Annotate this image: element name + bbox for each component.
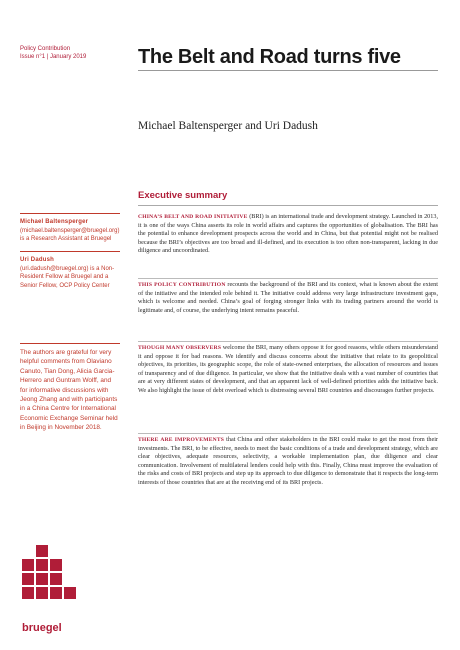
authors-line: Michael Baltensperger and Uri Dadush [138,120,318,132]
sidebar-author2 [20,256,120,290]
bruegel-logo-icon [22,545,82,615]
paragraph-lead: THOUGH MANY OBSERVERS [138,345,222,351]
paragraph-text: (BRI) is an international trade and development strategy. Launched in 2013, it is one of the ways China asserts its role in world affairs and captures the opportunities of globalisation. The BRI has the potential to enhance development prospects across the world and in China, but that potential might not be realised because the BRI’s objectives are too broad and ill-defined, and its execution is too often non-transparent, lacking in due diligence and uncoordinated. [138,213,438,255]
paragraph-text: recounts the background of the BRI and its context, what is known about the extent of the initiative and the intended role behind it. The initiative could address very large infrastructure investment gaps, which is welcome and needed. China’s goal of forging stronger links with its trading partners around the world is legitimate and, of course, the underlying intent remains peaceful. [138,281,438,314]
paragraph-text: that China and other stakeholders in the BRI could make to get the most from their investments. The BRI, to be effective, needs to meet the basic conditions of a trade and development strategy, which are clear objectives, adequate resources, selectivity, a workable implementation plan, due diligence and clear communication. Involvement of multilateral lenders could help with this. Finally, China must improve the evaluation of the risks and costs of BRI projects and step up its approach to due diligence to demonstrate that it respects the long-term interests of those countries that are at the receiving end of its BRI projects. [138,436,438,486]
author1-name: Michael Baltensperger [20,219,89,225]
executive-summary-heading: Executive summary [138,190,228,201]
author1-bio: (michael.baltensperger@bruegel.org) is a Research Assistant at Bruegel [20,227,120,242]
paragraph-rule [138,341,438,342]
sidebar-rule [20,343,120,344]
page-title: The Belt and Road turns five [138,46,401,68]
paragraph-rule [138,433,438,434]
author2-name: Uri Dadush [20,257,55,263]
sidebar-rule [20,213,120,214]
paragraph-rule [138,278,438,279]
logo-text: bruegel [22,622,62,634]
heading-rule [138,205,438,206]
paragraph-lead: THIS POLICY CONTRIBUTION [138,282,226,288]
title-rule [138,70,438,71]
summary-paragraph [138,436,438,488]
sidebar-rule [20,251,120,252]
paragraph-lead: THERE ARE IMPROVEMENTS [138,437,225,443]
issue-label: Issue n°1 | January 2019 [20,54,87,60]
summary-paragraph [138,344,438,396]
author2-bio: (uri.dadush@bruegel.org) is a Non-Resident Fellow at Bruegel and a Senior Fellow, OCP Policy Center [20,265,115,289]
issue-info [20,45,115,61]
sidebar-thanks: The authors are grateful for very helpful comments from Olaviano Canuto, Tian Dong, Alicia Garcia-Herrero and Guntram Wolff, and for informative discussions with Jeong Zhang and with participants in a China Centre for International Economic Exchange Seminar held in Beijing in November 2018. [20,349,118,432]
paragraph-lead: CHINA’S BELT AND ROAD INITIATIVE [138,214,248,220]
paragraph-text: welcome the BRI, many others oppose it for good reasons, while others misunderstand it and oppose it for bad reasons. We identify and discuss concerns about the initiative that relate to its geopolitical objectives, its priorities, its geographic scope, the role of state-owned enterprises, the allocation of resources and issues of transparency and of due diligence. In particular, we show that the initiative deals with a vast number of countries that are at very different states of development, and that an apparent lack of well-defined priorities adds the initiative back. We also highlight the issue of debt overload which is distressing several BRI countries and discourages further projects. [138,344,438,394]
summary-paragraph [138,213,438,256]
sidebar-author1 [20,218,120,244]
summary-paragraph [138,281,438,315]
series-label: Policy Contribution [20,46,71,52]
